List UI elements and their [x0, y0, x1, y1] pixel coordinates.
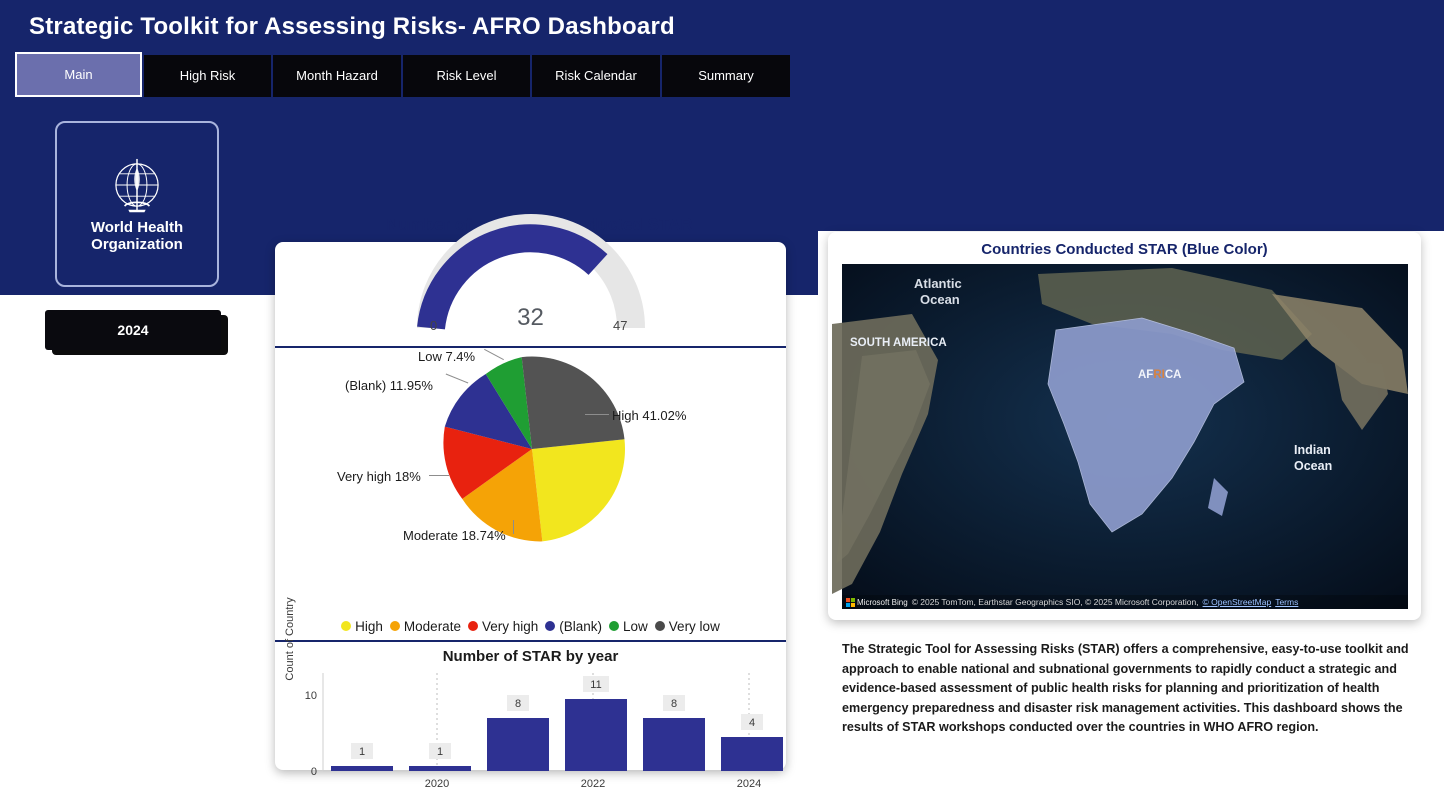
svg-text:1: 1: [436, 746, 444, 758]
map-attribution: [842, 595, 1408, 609]
map-title: Countries Conducted STAR (Blue Color): [981, 241, 1268, 258]
bar-chart-ylabel: Count of Country: [284, 597, 296, 681]
legend-label-very-high: Very high: [481, 618, 539, 634]
openstreetmap-link[interactable]: © OpenStreetMap: [1202, 597, 1272, 607]
svg-text:4: 4: [748, 717, 756, 729]
legend-label-low: Low: [623, 618, 648, 634]
terms-link[interactable]: Terms: [1275, 597, 1299, 607]
svg-text:Indian: Indian: [1294, 443, 1331, 457]
svg-text:8: 8: [514, 698, 522, 710]
bar-chart-title: Number of STAR by year: [442, 648, 619, 665]
legend-swatch-very-low-icon: [655, 621, 665, 631]
svg-text:2020: 2020: [424, 778, 450, 790]
legend-item-very-low[interactable]: [655, 619, 720, 634]
tab-summary[interactable]: Summary: [662, 55, 790, 97]
svg-text:8: 8: [670, 698, 678, 710]
pie-label-blank: (Blank) 11.95%: [345, 378, 433, 393]
tab-month-hazard[interactable]: Month Hazard: [273, 55, 401, 97]
page-title: Strategic Toolkit for Assessing Risks- AFRO Dashboard: [29, 13, 675, 40]
tab-risk-level[interactable]: Risk Level: [403, 55, 530, 97]
pie-chart[interactable]: [275, 348, 786, 612]
svg-text:0: 0: [310, 766, 317, 778]
tab-risk-calendar[interactable]: Risk Calendar: [532, 55, 660, 97]
legend-swatch-blank-icon: [545, 621, 555, 631]
gauge-title: Number of countries conducted STAR: [386, 215, 693, 234]
pie-leader-moderate: [513, 520, 514, 534]
svg-text:SOUTH AMERICA: SOUTH AMERICA: [850, 337, 947, 349]
map-canvas[interactable]: [842, 264, 1408, 609]
legend-item-very-high[interactable]: [468, 619, 538, 634]
svg-text:Ocean: Ocean: [1294, 459, 1333, 473]
year-filter-chip[interactable]: 2024: [45, 310, 221, 350]
map-card: [828, 232, 1421, 620]
svg-text:AFRICA: AFRICA: [1138, 369, 1182, 381]
description-text: The Strategic Tool for Assessing Risks (STAR) offers a comprehensive, easy-to-use toolkit and approach to enable national and subnational governments to rapidly conduct a strategic and evidence-based assessment of public health risks for planning and prioritization of health emergency preparedness and disaster risk management activities. This dashboard shows the results of STAR workshops conducted over the countries in WHO AFRO region.: [842, 642, 1409, 735]
legend-item-blank[interactable]: [545, 619, 602, 634]
svg-text:Atlantic: Atlantic: [914, 276, 962, 291]
svg-text:10: 10: [304, 690, 317, 702]
svg-text:2022: 2022: [580, 778, 606, 790]
legend-item-low[interactable]: [609, 619, 648, 634]
who-logo-line1: World Health: [90, 219, 184, 237]
bing-logo-icon: [846, 598, 908, 607]
legend-label-very-low: Very low: [668, 618, 720, 634]
header-background-right: [818, 0, 1444, 231]
gauge-value: 32: [517, 304, 544, 331]
map-attribution-text: © 2025 TomTom, Earthstar Geographics SIO, © 2025 Microsoft Corporation,: [911, 597, 1199, 607]
pie-label-very-high: Very high 18%: [337, 469, 421, 484]
pie-label-high: High 41.02%: [612, 408, 687, 423]
legend-swatch-low-icon: [609, 621, 619, 631]
svg-text:Ocean: Ocean: [920, 292, 960, 307]
gauge-min-label: 0: [430, 318, 438, 333]
left-visual-card: [275, 242, 786, 790]
tab-bar: [15, 52, 792, 97]
legend-swatch-moderate-icon: [390, 621, 400, 631]
tab-main[interactable]: Main: [15, 52, 142, 97]
who-logo-card: [55, 121, 219, 287]
pie-label-moderate: Moderate 18.74%: [403, 528, 506, 543]
legend-item-high[interactable]: [341, 619, 383, 634]
svg-text:2024: 2024: [736, 778, 762, 790]
bing-label: Microsoft Bing: [857, 597, 908, 607]
svg-text:11: 11: [590, 679, 602, 691]
who-emblem-icon: [106, 154, 168, 216]
pie-label-low: Low 7.4%: [418, 349, 476, 364]
legend-label-blank: (Blank): [559, 618, 603, 634]
legend-label-moderate: Moderate: [403, 618, 461, 634]
legend-item-moderate[interactable]: [390, 619, 461, 634]
tab-high-risk[interactable]: High Risk: [144, 55, 271, 97]
legend-swatch-high-icon: [341, 621, 351, 631]
gauge-chart[interactable]: [275, 242, 786, 346]
pie-leader-very-high: [429, 475, 449, 476]
who-logo-line2: Organization: [91, 236, 183, 253]
legend-swatch-very-high-icon: [468, 621, 478, 631]
legend-label-high: High: [355, 618, 383, 634]
svg-text:1: 1: [358, 746, 366, 758]
divider-2: [275, 640, 786, 642]
gauge-max-label: 47: [613, 318, 628, 333]
pie-leader-high: [585, 414, 609, 415]
pie-legend: [275, 612, 786, 640]
